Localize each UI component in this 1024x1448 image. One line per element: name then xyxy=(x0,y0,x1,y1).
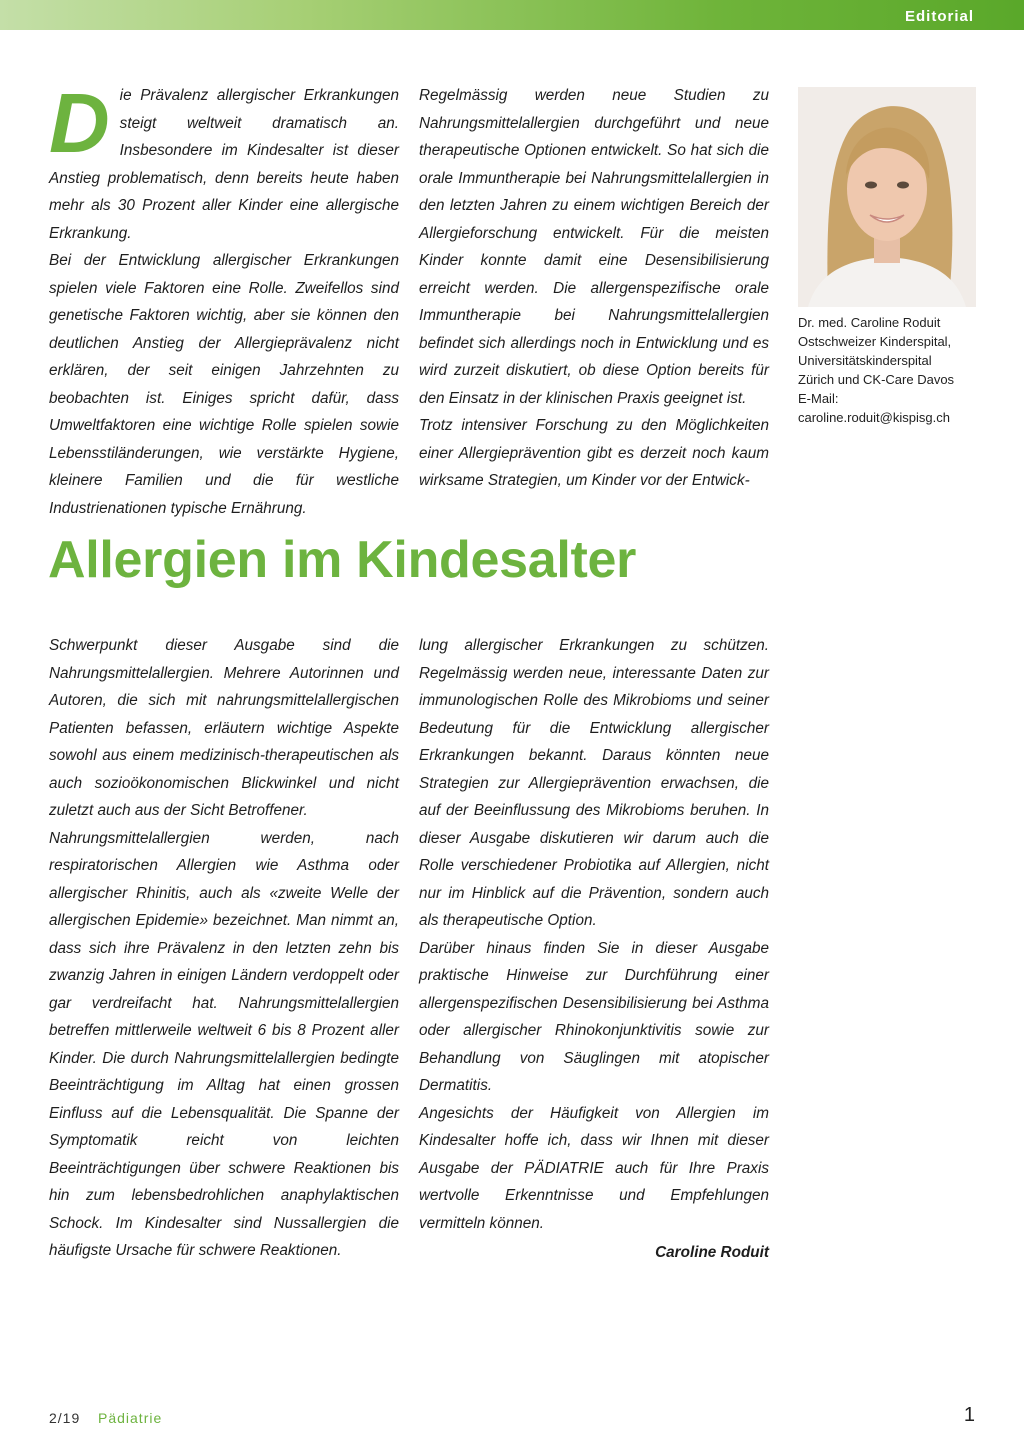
article-column-4 xyxy=(419,632,769,1267)
author-affiliation: Ostschweizer Kinderspital, xyxy=(798,334,952,349)
paragraph: Darüber hinaus finden Sie in dieser Ausgabe praktische Hinweise zur Durchführung einer allergenspezifischen Desensibilisierung bei Asthma oder allergischer Rhinokonjunktivitis sowie zur Behandlung von Säuglingen mit atopischer Dermatitis. xyxy=(419,939,769,1094)
page-number: 1 xyxy=(963,1404,975,1426)
article-column-3 xyxy=(49,632,399,1265)
author-affiliation: Universitätskinderspital xyxy=(798,353,932,368)
issue-number: 2/19 xyxy=(49,1410,81,1426)
author-caption xyxy=(798,313,998,427)
author-affiliation: Zürich und CK-Care Davos xyxy=(798,372,955,387)
drop-cap: D xyxy=(49,76,110,170)
portrait-image xyxy=(798,87,976,307)
article-headline: Allergien im Kindesalter xyxy=(48,531,637,589)
paragraph: Die Prävalenz allergischer Erkrankungen steigt weltweit dramatisch an. Insbesondere im Kindesalter ist dieser Anstieg problematisch, denn bereits heute haben mehr als 30 Prozent aller Kinder eine allergische Erkrankung. xyxy=(49,76,399,242)
paragraph: Trotz intensiver Forschung zu den Möglichkeiten einer Allergieprävention gibt es derzeit noch kaum wirksame Strategien, um Kinder vor der Entwick- xyxy=(419,417,769,489)
paragraph: Nahrungsmittelallergien werden, nach respiratorischen Allergien wie Asthma oder allergischer Rhinitis, auch als «zweite Welle der allergischen Epidemie» bezeichnet. Man nimmt an, dass sich ihre Prävalenz in den letzten zehn bis zwanzig Jahren in einigen Ländern verdoppelt oder gar verdreifacht hat. Nahrungsmittelallergien betreffen mittlerweile weltweit 6 bis 8 Prozent aller Kinder. Die durch Nahrungsmittelallergien bedingte Beeinträchtigung im Alltag hat einen grossen Einfluss auf die Lebensqualität. Die Spanne der Symptomatik reicht von leichten Beeinträchtigungen über schwere Reaktionen bis hin zum lebensbedrohlichen anaphylaktischen Schock. Im Kindesalter sind Nussallergien die häufigste Ursache für schwere Reaktionen. xyxy=(49,829,399,1259)
section-label: Editorial xyxy=(904,8,974,25)
article-column-2 xyxy=(419,82,769,495)
author-name: Dr. med. Caroline Roduit xyxy=(798,315,941,330)
email-address[interactable]: caroline.roduit@kispisg.ch xyxy=(798,410,950,425)
paragraph: Angesichts der Häufigkeit von Allergien im Kindesalter hoffe ich, dass wir Ihnen mit dieser Ausgabe der PÄDIATRIE auch für Ihre Praxis wertvolle Erkenntnisse und Empfehlungen vermitteln können. xyxy=(419,1104,769,1232)
author-photo xyxy=(798,87,976,307)
paragraph: Regelmässig werden neue Studien zu Nahrungsmittelallergien durchgeführt und neue therapeutische Optionen entwickelt. So hat sich die orale Immuntherapie bei Nahrungsmittelallergien in den letzten Jahren zu einem wichtigen Bereich der Allergieforschung entwickelt. Für die meisten Kinder konnte damit eine Desensibilisierung erreicht werden. Die allergenspezifische orale Immuntherapie bei Nahrungsmittelallergien befindet sich allerdings noch in Entwicklung und es wird zurzeit diskutiert, ob diese Option bereits für den Einsatz in der klinischen Praxis geeignet ist. xyxy=(419,87,769,407)
paragraph: Schwerpunkt dieser Ausgabe sind die Nahrungsmittelallergien. Mehrere Autorinnen und Autoren, die sich mit nahrungsmittelallergischen Patienten befassen, erläutern wichtige Aspekte sowohl aus einem medizinisch-therapeutischen als auch sozioökonomischen Blickwinkel und nicht zuletzt auch aus der Sicht Betroffener. xyxy=(49,637,399,819)
email-label: E-Mail: xyxy=(798,391,839,406)
article-column-1 xyxy=(49,76,399,522)
signature: Caroline Roduit xyxy=(655,1244,769,1261)
header-bar xyxy=(0,0,1024,30)
paragraph: Bei der Entwicklung allergischer Erkrankungen spielen viele Faktoren eine Rolle. Zweifellos sind genetische Faktoren wichtig, aber sie können den deutlichen Anstieg der Allergieprävalenz nicht erklären, der seit einigen Jahrzehnten zu beobachten ist. Einiges spricht dafür, dass Umweltfaktoren eine wichtige Rolle spielen sowie Lebensstiländerungen, wie verstärkte Hygiene, kleinere Familien und die für westliche Industrienationen typische Ernährung. xyxy=(49,252,399,517)
paragraph: lung allergischer Erkrankungen zu schützen. Regelmässig werden neue, interessante Daten zur immunologischen Rolle des Mikrobioms und seiner Bedeutung für die Entwicklung allergischer Erkrankungen bekannt. Daraus könnten neue Strategien zur Allergieprävention erwachsen, die auf der Beeinflussung des Mikrobioms beruhen. In dieser Ausgabe diskutieren wir darum auch die Rolle verschiedener Probiotika auf Allergien, nicht nur im Hinblick auf die Prävention, sondern auch als therapeutische Option. xyxy=(419,637,769,929)
magazine-name: Pädiatrie xyxy=(98,1410,163,1426)
